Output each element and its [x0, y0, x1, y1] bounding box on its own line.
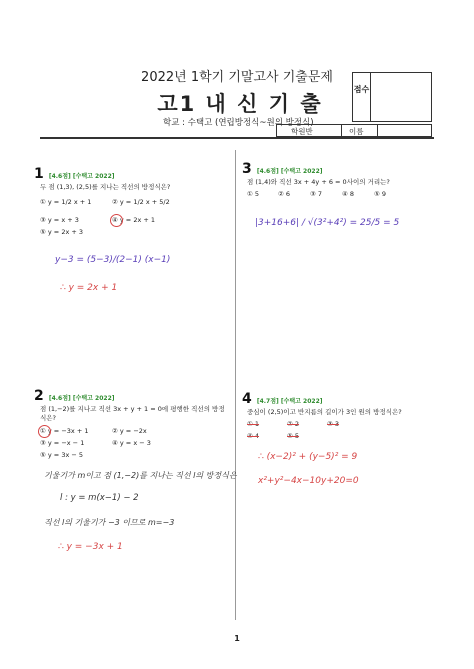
school-line: 학교 : 수택고 (연립방정식~원의 방정식)	[163, 118, 314, 128]
question-1	[34, 163, 115, 182]
name-label: 이름	[349, 127, 364, 136]
class-label: 학원반	[291, 127, 313, 136]
handwritten-work: 직선 l의 기울기가 −3 이므로 m=−3	[44, 518, 175, 527]
question-stem: 중심이 (2,5)이고 반지름의 길이가 3인 원의 방정식은?	[247, 408, 402, 416]
handwritten-work: y−3 = (5−3)/(2−1) (x−1)	[55, 255, 171, 265]
exam-title: 2022년 1학기 기말고사 기출문제	[141, 70, 333, 85]
option: ② 6	[278, 190, 291, 198]
name-bar-divider	[341, 125, 342, 136]
option: ④ 8	[342, 190, 355, 198]
question-number: 3	[242, 161, 252, 177]
handwritten-work: x²+y²−4x−10y+20=0	[258, 476, 359, 486]
question-2	[34, 385, 115, 404]
handwritten-work: l : y = m(x−1) − 2	[60, 493, 139, 503]
question-stem: 점 (1,4)와 직선 3x + 4y + 6 = 0사이의 거리는?	[247, 178, 390, 186]
option: ② y = 1/2 x + 5/2	[112, 198, 170, 206]
question-tag: [4.7점] [수택고 2022]	[256, 398, 323, 405]
question-4	[242, 388, 323, 407]
option: ② y = −2x	[112, 427, 147, 435]
option-struck: ① 1	[247, 420, 260, 428]
score-box	[352, 72, 432, 122]
handwritten-answer: ∴ (x−2)² + (y−5)² = 9	[258, 452, 358, 462]
name-bar	[276, 124, 432, 137]
option: ⑤ 9	[374, 190, 387, 198]
option: ③ y = x + 3	[40, 216, 79, 224]
option-struck: ③ 3	[327, 420, 340, 428]
name-bar-divider	[377, 125, 378, 136]
answer-circle	[110, 214, 123, 227]
handwritten-work: |3+16+6| / √(3²+4²) = 25/5 = 5	[255, 218, 400, 228]
question-stem: 두 점 (1,3), (2,5)를 지나는 직선의 방정식은?	[40, 183, 171, 191]
option-selected: ④ y = 2x + 1	[112, 216, 156, 224]
option-selected: ① y = −3x + 1	[40, 427, 89, 435]
question-tag: [4.6점] [수택고 2022]	[48, 395, 115, 402]
question-number: 2	[34, 388, 44, 404]
score-label: 점수	[353, 73, 371, 121]
option: ⑤ y = 2x + 3	[40, 228, 84, 236]
question-stem: 점 (1,−2)를 지나고 직선 3x + y + 1 = 0에 평행한 직선의 방정식은?	[40, 405, 225, 422]
option-struck: ② 2	[287, 420, 300, 428]
option: ③ 7	[310, 190, 323, 198]
option: ① y = 1/2 x + 1	[40, 198, 92, 206]
handwritten-work: 기울기가 m이고 점 (1,−2)를 지나는 직선 l의 방정식은	[44, 471, 237, 480]
question-tag: [4.6점] [수택고 2022]	[48, 173, 115, 180]
question-3	[242, 158, 323, 177]
column-divider	[235, 150, 236, 620]
option-struck: ④ 4	[247, 432, 260, 440]
question-number: 1	[34, 166, 44, 182]
option: ④ y = x − 3	[112, 439, 151, 447]
handwritten-answer: ∴ y = 2x + 1	[60, 283, 118, 293]
answer-circle	[38, 425, 51, 438]
header-rule	[40, 137, 434, 139]
exam-subtitle: 고1 내 신 기 출	[157, 92, 323, 116]
option-selected: ① 5	[247, 190, 260, 198]
page-number: 1	[234, 634, 240, 643]
question-tag: [4.6점] [수택고 2022]	[256, 168, 323, 175]
option: ③ y = −x − 1	[40, 439, 85, 447]
handwritten-answer: ∴ y = −3x + 1	[58, 542, 123, 552]
option-struck: ⑤ 5	[287, 432, 300, 440]
option: ⑤ y = 3x − 5	[40, 451, 84, 459]
question-number: 4	[242, 391, 252, 407]
